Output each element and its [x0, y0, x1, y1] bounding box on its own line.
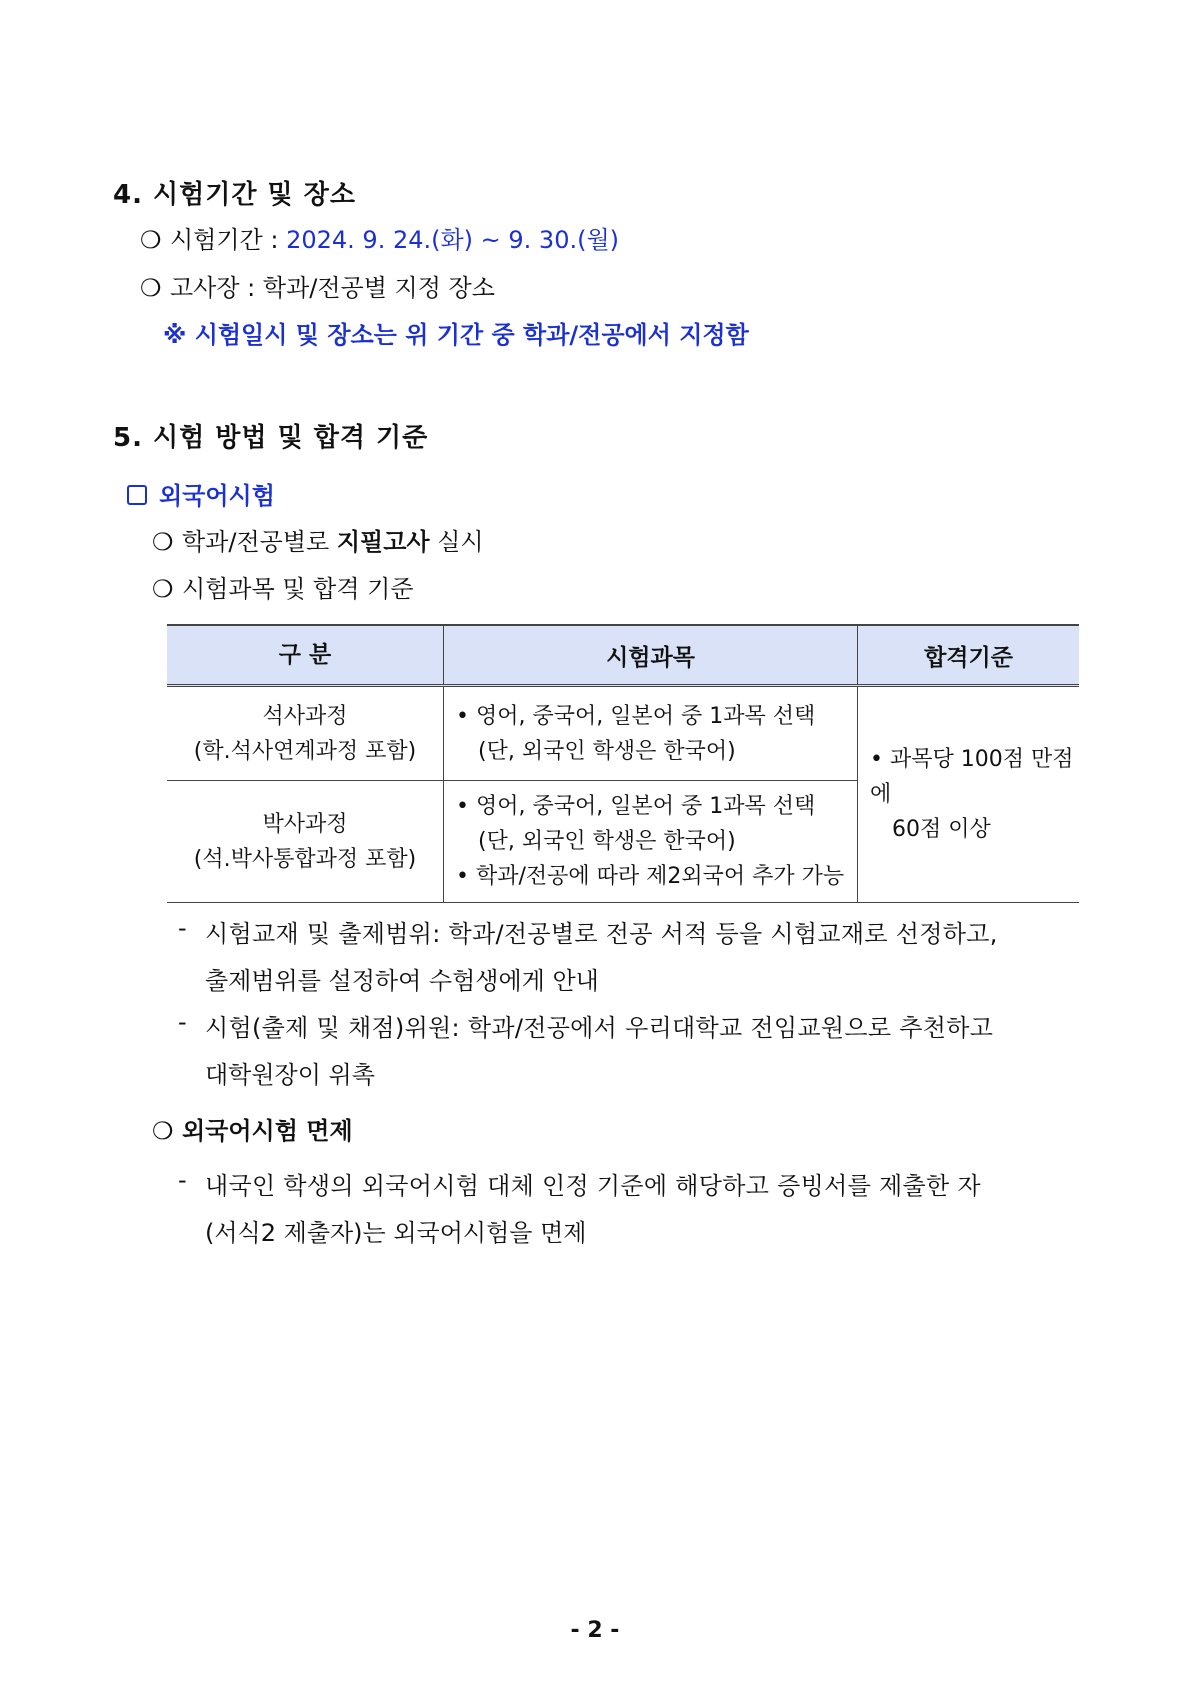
- criteria-line: 60점 이상: [892, 817, 991, 842]
- doctoral-category: [167, 781, 444, 903]
- subject-line: • 학과/전공에 따라 제2외국어 추가 가능: [456, 864, 845, 889]
- masters-subjects: [444, 686, 858, 781]
- category-line: 박사과정: [262, 811, 348, 837]
- item1-pre: 학과/전공별로: [182, 528, 337, 556]
- masters-category: [167, 686, 444, 781]
- dash-bullet-icon: -: [178, 1008, 187, 1036]
- subjects-criteria-item: [152, 569, 414, 604]
- circle-bullet-icon: ❍: [140, 274, 162, 302]
- period-item: [140, 220, 619, 255]
- circle-bullet-icon: ❍: [140, 226, 162, 254]
- written-exam-item: [152, 522, 484, 557]
- category-line: 석사과정: [262, 703, 348, 729]
- section5-heading: 5. 시험 방법 및 합격 기준: [113, 423, 429, 453]
- note-committee-line2: 대학원장이 위촉: [205, 1061, 375, 1089]
- note-textbook-line1: 시험교재 및 출제범위: 학과/전공별로 전공 서적 등을 시험교재로 선정하고,: [205, 920, 998, 948]
- venue-item: [140, 268, 495, 303]
- period-label: 시험기간 :: [170, 226, 287, 254]
- circle-bullet-icon: ❍: [152, 528, 174, 556]
- circle-bullet-icon: ❍: [152, 1117, 174, 1145]
- doctoral-subjects: [444, 781, 858, 903]
- item1-post: 실시: [429, 528, 484, 556]
- subject-line: (단, 외국인 학생은 한국어): [478, 738, 736, 764]
- exemption-heading: 외국어시험 면제: [182, 1117, 353, 1145]
- section4-heading: 4. 시험기간 및 장소: [113, 180, 356, 210]
- header-category: 구 분: [167, 625, 444, 686]
- subject-line: (단, 외국인 학생은 한국어): [478, 829, 736, 854]
- subject-line: • 영어, 중국어, 일본어 중 1과목 선택: [456, 794, 816, 819]
- page-number: - 2 -: [570, 1618, 620, 1643]
- table-header-row: [167, 625, 1079, 686]
- header-subjects: 시험과목: [444, 625, 858, 686]
- criteria-line: • 과목당 100점 만점에: [870, 747, 1074, 807]
- circle-bullet-icon: ❍: [152, 575, 174, 603]
- item2-text: 시험과목 및 합격 기준: [182, 575, 414, 603]
- item1-bold: 지필고사: [336, 528, 430, 556]
- subject-line: • 영어, 중국어, 일본어 중 1과목 선택: [456, 703, 816, 729]
- subheading-text: 외국어시험: [159, 482, 275, 510]
- dash-bullet-icon: -: [178, 914, 187, 942]
- exemption-line1: 내국인 학생의 외국어시험 대체 인정 기준에 해당하고 증빙서를 제출한 자: [205, 1172, 981, 1200]
- note-committee-line1: 시험(출제 및 채점)위원: 학과/전공에서 우리대학교 전임교원으로 추천하고: [205, 1014, 994, 1042]
- foreign-language-exam-heading: [127, 476, 275, 511]
- note-textbook-line2: 출제범위를 설정하여 수험생에게 안내: [205, 967, 599, 995]
- dash-bullet-icon: -: [178, 1166, 187, 1194]
- square-bullet-icon: [127, 485, 147, 505]
- category-line: (학.석사연계과정 포함): [193, 738, 417, 764]
- table-row: [167, 686, 1079, 781]
- exemption-item: [152, 1111, 353, 1146]
- exam-table: [167, 624, 1079, 903]
- category-line: (석.박사통합과정 포함): [193, 846, 417, 872]
- pass-criteria: [858, 686, 1080, 903]
- schedule-note: ※ 시험일시 및 장소는 위 기간 중 학과/전공에서 지정함: [163, 321, 749, 349]
- venue-text: 고사장 : 학과/전공별 지정 장소: [170, 274, 495, 302]
- period-value: 2024. 9. 24.(화) ~ 9. 30.(월): [286, 226, 620, 254]
- exemption-line2: (서식2 제출자)는 외국어시험을 면제: [205, 1219, 587, 1247]
- header-criteria: 합격기준: [858, 625, 1080, 686]
